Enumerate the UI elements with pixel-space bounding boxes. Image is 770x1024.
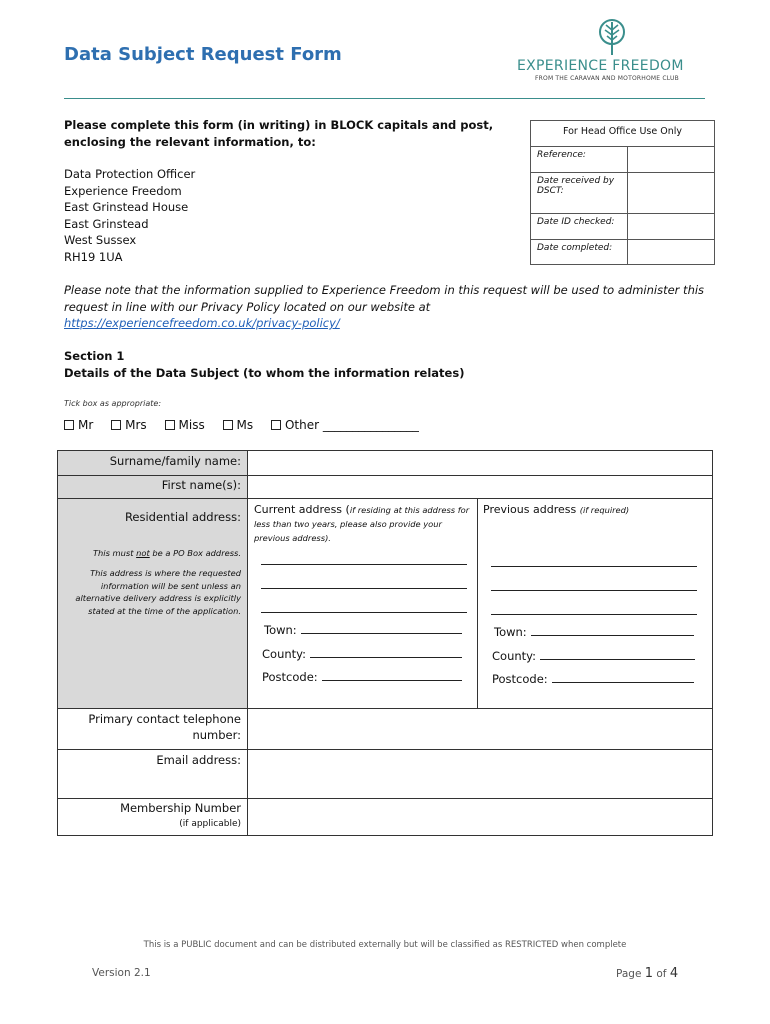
surname-label: Surname/family name: (109, 454, 241, 468)
date-completed-label: Date completed: (531, 240, 628, 265)
previous-county-label: County: (492, 649, 536, 663)
page-of: of (653, 968, 670, 980)
title-option-other[interactable] (271, 418, 419, 432)
address-line: West Sussex (64, 233, 137, 247)
phone-field[interactable] (248, 709, 712, 748)
previous-county-line[interactable] (540, 650, 695, 660)
title-option-ms[interactable] (223, 418, 254, 432)
po-box-note (66, 547, 241, 560)
previous-address-hint: (if required) (579, 505, 630, 515)
title-option-label: Mrs (125, 418, 147, 432)
title-option-mr[interactable] (64, 418, 93, 432)
title-option-label: Other ________________ (284, 418, 419, 432)
date-id-checked-label: Date ID checked: (531, 214, 628, 240)
checkbox-icon[interactable] (271, 420, 281, 430)
previous-county-field[interactable] (492, 649, 695, 663)
po-box-note-prefix: This must (92, 548, 137, 558)
version-label: Version 2.1 (92, 967, 151, 979)
current-county-label: County: (262, 647, 306, 661)
address-line: East Grinstead (64, 216, 149, 231)
membership-hint: (if applicable) (179, 819, 241, 829)
page-title: Data Subject Request Form (64, 44, 342, 65)
previous-postcode-line[interactable] (552, 673, 694, 683)
data-subject-form (57, 450, 713, 836)
membership-label: Membership Number (120, 801, 241, 815)
title-option-miss[interactable] (165, 418, 205, 432)
page-current: 1 (644, 966, 654, 981)
office-use-table (530, 120, 715, 265)
po-box-note-suffix: be a PO Box address. (149, 548, 241, 558)
current-postcode-field[interactable] (262, 670, 462, 684)
page-total: 4 (669, 966, 679, 981)
current-county-line[interactable] (310, 648, 462, 658)
surname-field[interactable] (248, 452, 712, 474)
logo (517, 18, 707, 88)
tick-hint: Tick box as appropriate: (64, 399, 162, 408)
section-1-heading (64, 348, 464, 382)
section-title: Details of the Data Subject (to whom the information relates) (64, 366, 465, 380)
previous-address-title: Previous address (483, 503, 580, 516)
privacy-notice (64, 282, 714, 332)
current-county-field[interactable] (262, 647, 462, 661)
row-divider (58, 498, 713, 499)
date-completed-field[interactable] (628, 240, 715, 265)
privacy-notice-text: Please note that the information supplied to Experience Freedom in this request will be used to administer this request in line with our Privacy Policy located on our website at (64, 283, 705, 314)
reference-label: Reference: (531, 147, 628, 173)
date-received-field[interactable] (628, 173, 715, 214)
header-divider (64, 98, 705, 99)
reference-field[interactable] (628, 147, 715, 173)
previous-town-label: Town: (494, 625, 527, 639)
current-address-line-3[interactable] (261, 612, 467, 613)
address-note: This address is where the requested information will be sent unless an alternative delivery address is explicitly stated at the time of the application. (75, 568, 241, 616)
current-town-field[interactable] (264, 623, 462, 637)
address-line: RH19 1UA (64, 249, 123, 264)
logo-text: EXPERIENCE FREEDOM (517, 58, 684, 74)
current-address-title: Current address ( (254, 503, 350, 516)
previous-address-line-1[interactable] (491, 566, 697, 567)
first-names-label: First name(s): (161, 478, 241, 492)
address-divider (477, 498, 478, 708)
logo-subtext: FROM THE CARAVAN AND MOTORHOME CLUB (535, 75, 679, 82)
date-id-checked-field[interactable] (628, 214, 715, 240)
office-use-heading: For Head Office Use Only (531, 121, 715, 147)
phone-label-line-1: Primary contact telephone (88, 712, 241, 726)
title-option-label: Mr (78, 418, 94, 432)
checkbox-icon[interactable] (111, 420, 121, 430)
intro-text: Please complete this form (in writing) in BLOCK capitals and post, enclosing the relevant information, to: (64, 118, 494, 149)
current-town-line[interactable] (301, 624, 462, 634)
checkbox-icon[interactable] (165, 420, 175, 430)
current-town-label: Town: (264, 623, 297, 637)
address-line: Experience Freedom (64, 183, 182, 198)
residential-address-label: Residential address: (124, 510, 241, 524)
previous-postcode-label: Postcode: (492, 672, 548, 686)
title-option-label: Miss (178, 418, 205, 432)
email-label: Email address: (156, 753, 241, 767)
previous-town-field[interactable] (494, 625, 694, 639)
section-number: Section 1 (64, 349, 125, 363)
current-address-hint: if residing at this address for less than two years, please also provide your previous address). (254, 505, 470, 543)
first-names-field[interactable] (248, 476, 712, 497)
address-line: Data Protection Officer (64, 167, 196, 181)
previous-address-line-2[interactable] (491, 590, 697, 591)
previous-address-line-3[interactable] (491, 614, 697, 615)
page-number (616, 966, 678, 981)
current-postcode-line[interactable] (322, 671, 462, 681)
classification-note: This is a PUBLIC document and can be distributed externally but will be classified as RESTRICTED when complete (143, 940, 627, 950)
current-postcode-label: Postcode: (262, 670, 318, 684)
membership-field[interactable] (248, 799, 712, 835)
page-prefix: Page (616, 968, 645, 980)
postal-address (64, 166, 195, 265)
previous-address-heading (483, 503, 708, 517)
date-received-label: Date received by DSCT: (531, 173, 628, 214)
checkbox-icon[interactable] (64, 420, 74, 430)
address-line: East Grinstead House (64, 200, 189, 214)
previous-town-line[interactable] (531, 626, 694, 636)
po-box-note-not: not (136, 548, 150, 558)
checkbox-icon[interactable] (223, 420, 233, 430)
title-option-label: Ms (236, 418, 254, 432)
current-address-line-1[interactable] (261, 564, 467, 565)
tree-logo-icon (597, 18, 627, 56)
title-choices (64, 418, 433, 432)
privacy-policy-link[interactable]: https://experiencefreedom.co.uk/privacy-policy/ (64, 316, 340, 330)
previous-postcode-field[interactable] (492, 672, 694, 686)
phone-label (58, 711, 241, 743)
email-field[interactable] (248, 750, 712, 797)
phone-label-line-2: number: (192, 728, 241, 742)
current-address-heading (254, 503, 474, 545)
title-option-mrs[interactable] (111, 418, 147, 432)
current-address-line-2[interactable] (261, 588, 467, 589)
